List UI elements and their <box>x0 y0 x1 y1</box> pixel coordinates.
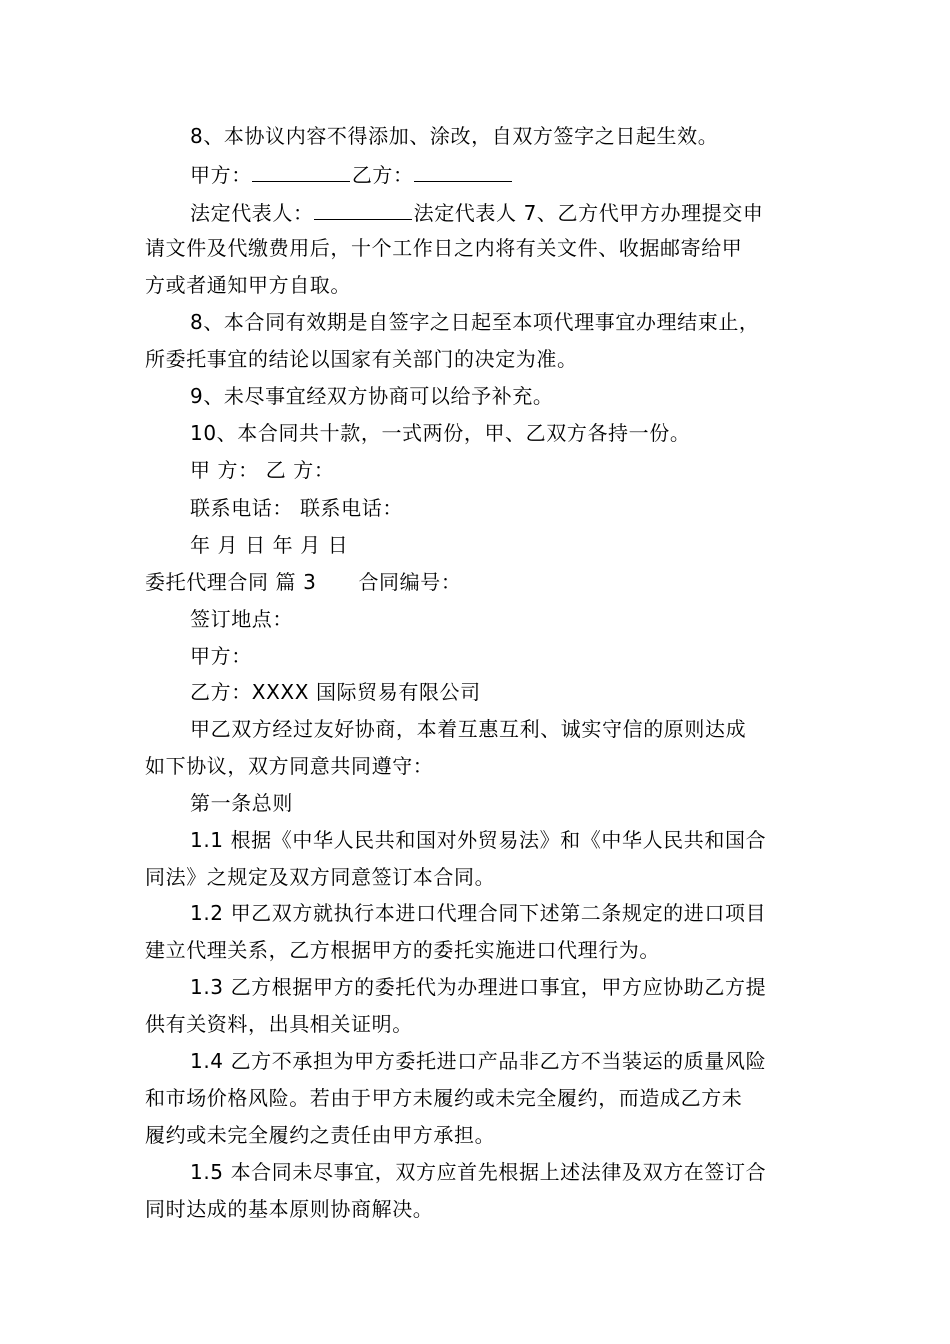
signing-location: 签订地点： <box>190 607 293 631</box>
clause-1-3: 1.3 乙方根据甲方的委托代为办理进口事宜，甲方应协助乙方提 <box>190 975 767 999</box>
party-a: 甲方： <box>190 644 252 668</box>
signature-parties: 甲 方： 乙 方： <box>190 458 335 482</box>
signature-dates: 年 月 日 年 月 日 <box>190 533 349 557</box>
clause-1-2: 1.2 甲乙双方就执行本进口代理合同下述第二条规定的进口项目 <box>190 901 767 925</box>
section-title: 委托代理合同 篇 3 <box>145 570 317 594</box>
paragraph-line: 方或者通知甲方自取。 <box>145 273 351 297</box>
clause-8-validity: 8、本合同有效期是自签字之日起至本项代理事宜办理结束止， <box>190 310 760 334</box>
paragraph-line: 建立代理关系，乙方根据甲方的委托实施进口代理行为。 <box>145 938 660 962</box>
article-1-heading: 第一条总则 <box>190 791 293 815</box>
legal-rep-clause-7: 法定代表人 7、乙方代甲方办理提交申 <box>413 201 764 225</box>
party-a-label: 甲方： <box>190 163 252 187</box>
legal-rep-line <box>190 199 815 225</box>
section-title-line <box>145 570 815 594</box>
party-b-blank <box>414 161 512 182</box>
clause-8-agreement-effective: 8、本协议内容不得添加、涂改，自双方签字之日起生效。 <box>190 124 719 148</box>
paragraph-line: 同法》之规定及双方同意签订本合同。 <box>145 865 496 889</box>
legal-rep-label: 法定代表人： <box>190 201 314 225</box>
clause-1-5: 1.5 本合同未尽事宜，双方应首先根据上述法律及双方在签订合 <box>190 1160 767 1184</box>
paragraph-line: 所委托事宜的结论以国家有关部门的决定为准。 <box>145 347 578 371</box>
legal-rep-blank <box>314 199 412 220</box>
paragraph-line: 供有关资料，出具相关证明。 <box>145 1012 413 1036</box>
preamble: 甲乙双方经过友好协商，本着互惠互利、诚实守信的原则达成 <box>190 717 747 741</box>
paragraph-line: 同时达成的基本原则协商解决。 <box>145 1197 434 1221</box>
clause-9: 9、未尽事宜经双方协商可以给予补充。 <box>190 384 554 408</box>
paragraph-line: 如下协议，双方同意共同遵守： <box>145 754 434 778</box>
party-a-blank <box>252 161 350 182</box>
contract-number-label: 合同编号： <box>358 570 462 594</box>
clause-1-4: 1.4 乙方不承担为甲方委托进口产品非乙方不当装运的质量风险 <box>190 1049 767 1073</box>
clause-10: 10、本合同共十款，一式两份，甲、乙双方各持一份。 <box>190 421 691 445</box>
party-b: 乙方：XXXX 国际贸易有限公司 <box>190 680 481 704</box>
signature-line-party-a-b <box>190 161 815 187</box>
paragraph-line: 履约或未完全履约之责任由甲方承担。 <box>145 1123 496 1147</box>
clause-1-1: 1.1 根据《中华人民共和国对外贸易法》和《中华人民共和国合 <box>190 828 767 852</box>
paragraph-line: 和市场价格风险。若由于甲方未履约或未完全履约，而造成乙方未 <box>145 1086 743 1110</box>
contact-phones: 联系电话： 联系电话： <box>190 496 403 520</box>
paragraph-line: 请文件及代缴费用后，十个工作日之内将有关文件、收据邮寄给甲 <box>145 236 743 260</box>
party-b-label: 乙方： <box>351 163 414 187</box>
